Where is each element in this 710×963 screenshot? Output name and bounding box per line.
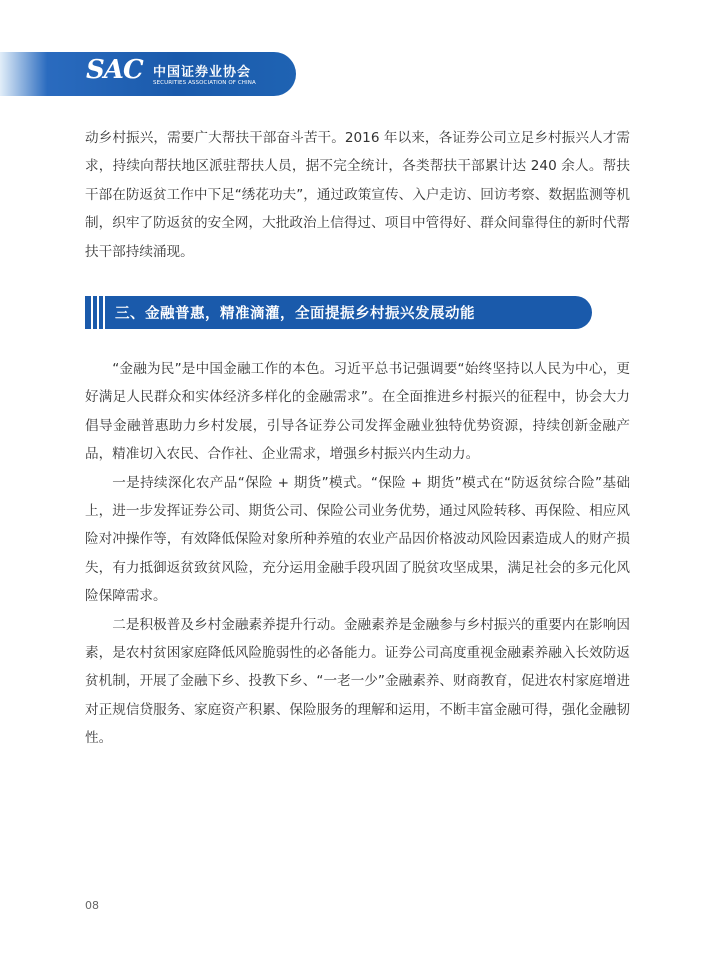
section-paragraph: “金融为民”是中国金融工作的本色。习近平总书记强调要“始终坚持以人民为中心，更好满足人民群众和实体经济多样化的金融需求”。在全面推进乡村振兴的征程中，协会大力倡导金融普惠助力乡村发展，引导各证券公司发挥金融业独特优势资源，持续创新金融产品，精准切入农民、合作社、企业需求，增强乡村振兴内生动力。	[85, 361, 630, 463]
org-name-en: SECURITIES ASSOCIATION OF CHINA	[153, 80, 256, 86]
section-title: 三、金融普惠，精准滴灌，全面提振乡村振兴发展动能	[115, 306, 475, 322]
sac-logo: SAC	[86, 55, 143, 85]
page-number: 08	[85, 899, 99, 912]
section-body	[85, 355, 630, 753]
intro-paragraph: 动乡村振兴，需要广大帮扶干部奋斗苦干。2016 年以来，各证券公司立足乡村振兴人才需求，持续向帮扶地区派驻帮扶人员，据不完全统计，各类帮扶干部累计达 240 余人。帮扶干部在防返贫工作中下足“绣花功夫”，通过政策宣传、入户走访、回访考察、数据监测等机制，织牢了防返贫的安全网，大批政治上信得过、项目中管得好、群众间靠得住的新时代帮扶干部持续涌现。	[85, 130, 630, 260]
section-heading	[85, 296, 592, 329]
intro-text-block	[85, 124, 630, 266]
org-name-cn: 中国证券业协会	[153, 65, 252, 80]
header-banner	[0, 52, 296, 96]
section-paragraph: 二是积极普及乡村金融素养提升行动。金融素养是金融参与乡村振兴的重要内在影响因素，是农村贫困家庭降低风险脆弱性的必备能力。证券公司高度重视金融素养融入长效防返贫机制，开展了金融下乡、投教下乡、“一老一少”金融素养、财商教育，促进农村家庭增进对正规信贷服务、家庭资产积累、保险服务的理解和运用，不断丰富金融可得，强化金融韧性。	[85, 616, 630, 747]
section-paragraph: 一是持续深化农产品“保险 + 期货”模式。“保险 + 期货”模式在“防返贫综合险”基础上，进一步发挥证券公司、期货公司、保险公司业务优势，通过风险转移、再保险、相应风险对冲操作等，有效降低保险对象所种养殖的农业产品因价格波动风险因素造成人的财产损失，有力抵御返贫致贫风险，充分运用金融手段巩固了脱贫攻坚成果，满足社会的多元化风险保障需求。	[85, 474, 630, 605]
heading-stripes-decoration	[85, 296, 115, 329]
